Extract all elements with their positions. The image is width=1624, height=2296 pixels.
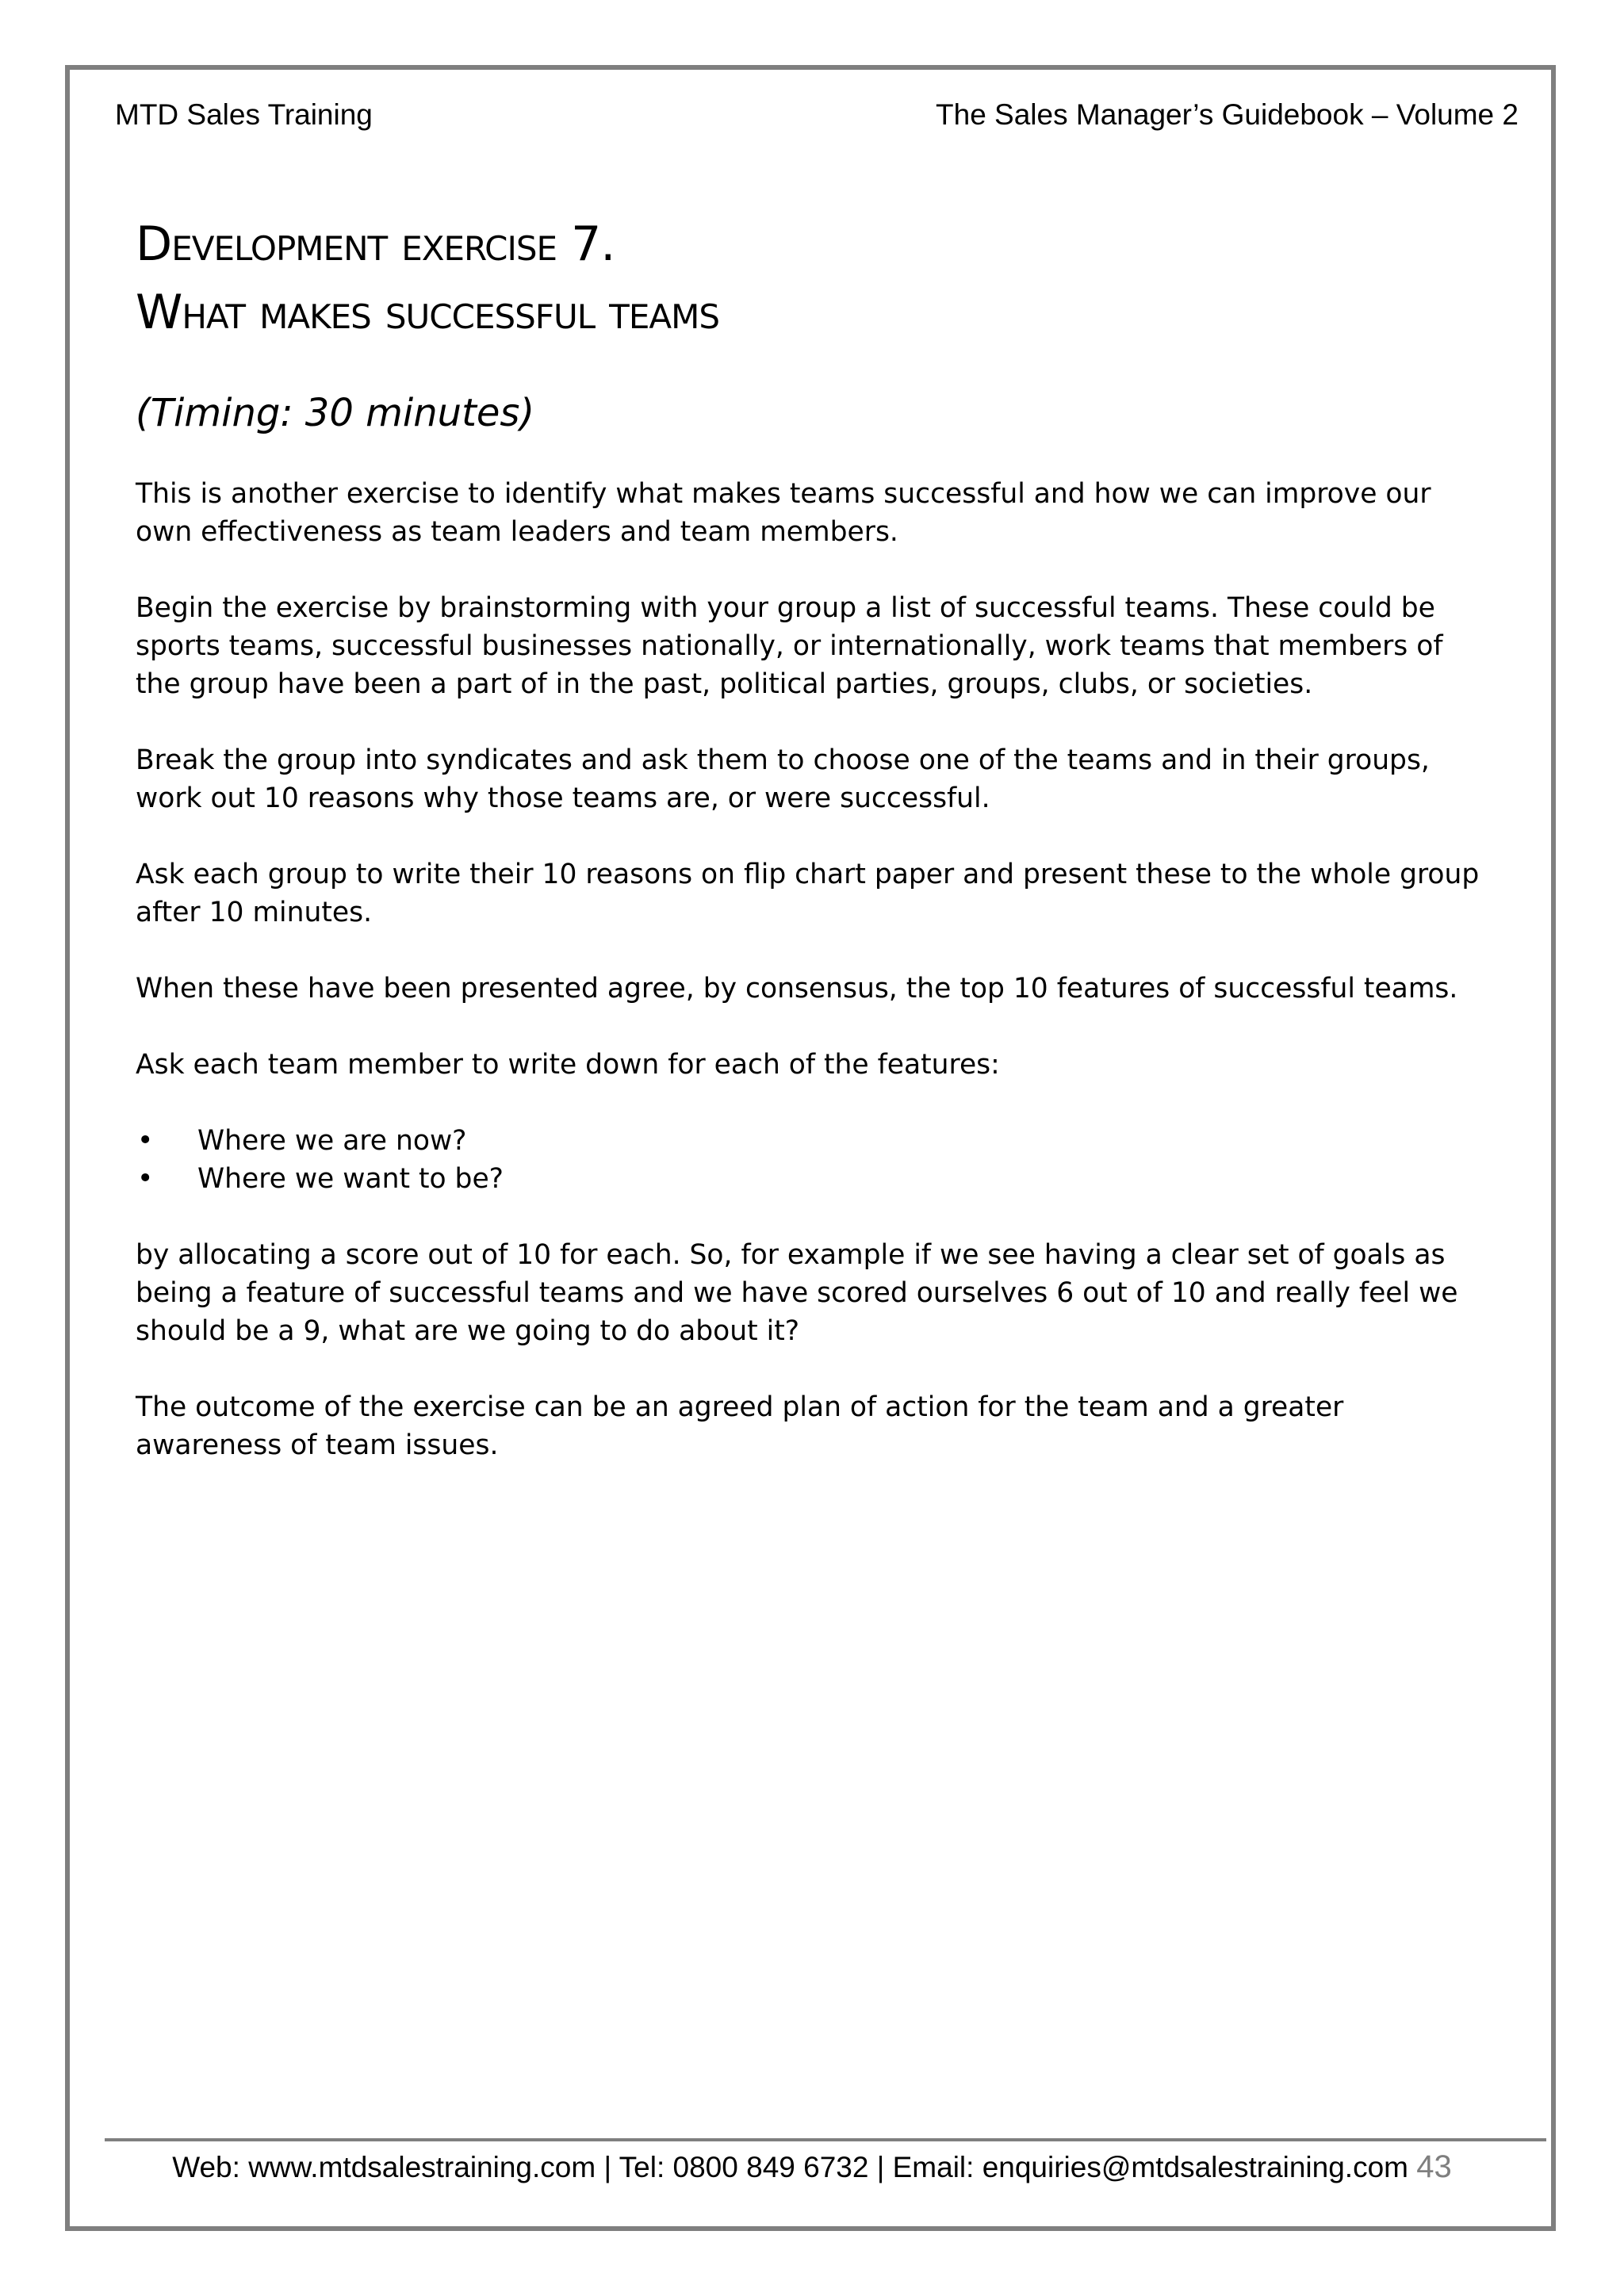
footer-contact: Web: www.mtdsalestraining.com | Tel: 0800 849 6732 | Email: enquiries@mtdsalestraining.com xyxy=(172,2151,1408,2183)
list-item-text: Where we want to be? xyxy=(197,1163,504,1195)
exercise-timing: (Timing: 30 minutes) xyxy=(136,391,535,435)
paragraph-scoring: by allocating a score out of 10 for each. So, for example if we see having a clear set of goals as being a feature of successful teams and we have scored ourselves 6 out of 10 and really feel we should be a 9, what are we going to do about it? xyxy=(136,1239,1458,1347)
list-item xyxy=(136,1122,1484,1160)
page-number: 43 xyxy=(1416,2149,1452,2184)
paragraph-syndicates: Break the group into syndicates and ask them to choose one of the teams and in their groups, work out 10 reasons why those teams are, or were successful. xyxy=(136,744,1430,814)
footer xyxy=(0,2149,1624,2185)
footer-divider xyxy=(105,2138,1546,2141)
bullet-icon: • xyxy=(137,1163,154,1195)
paragraph-write-down: Ask each team member to write down for each of the features: xyxy=(136,1049,1000,1081)
paragraph-consensus: When these have been presented agree, by consensus, the top 10 features of successful teams. xyxy=(136,973,1458,1004)
page-content xyxy=(136,210,1484,1502)
header-book-title: The Sales Manager’s Guidebook – Volume 2 xyxy=(936,98,1519,131)
exercise-heading xyxy=(136,210,1484,346)
paragraph-flip-chart: Ask each group to write their 10 reasons on flip chart paper and present these to the whole group after 10 minutes. xyxy=(136,859,1480,928)
paragraph-outcome: The outcome of the exercise can be an agreed plan of action for the team and a greater awareness of team issues. xyxy=(136,1391,1344,1461)
paragraph-intro: This is another exercise to identify what makes teams successful and how we can improve our own effectiveness as team leaders and team members. xyxy=(136,478,1431,548)
paragraph-brainstorm: Begin the exercise by brainstorming with your group a list of successful teams. These could be sports teams, successful businesses nationally, or internationally, work teams that members of the group have been a part of in the past, political parties, groups, clubs, or societies. xyxy=(136,592,1443,700)
exercise-heading-line1: Development exercise 7. xyxy=(136,216,615,272)
bullet-icon: • xyxy=(137,1125,154,1157)
feature-questions-list xyxy=(136,1122,1484,1198)
header-publisher: MTD Sales Training xyxy=(115,98,373,131)
exercise-heading-line2: What makes successful teams xyxy=(136,285,719,340)
list-item xyxy=(136,1160,1484,1198)
list-item-text: Where we are now? xyxy=(197,1125,467,1157)
